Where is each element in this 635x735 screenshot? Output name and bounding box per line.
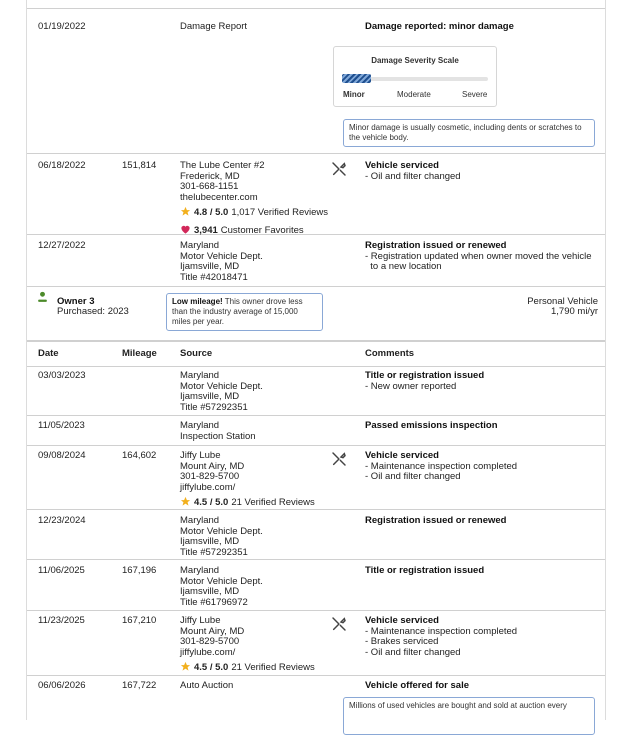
row-source <box>180 566 330 608</box>
comment-line: - New owner reported <box>365 380 457 392</box>
table-row <box>27 560 605 611</box>
source-phone: 301-829-5700 <box>180 471 240 482</box>
comment-line: - Registration updated when owner moved the vehicle <box>365 250 592 262</box>
owner-label: Owner 3 <box>57 296 95 307</box>
source-rating <box>180 206 330 221</box>
comment-line: - Maintenance inspection completed <box>365 625 518 637</box>
table-row <box>27 510 605 560</box>
row-date: 06/06/2026 <box>38 680 86 691</box>
damage-severity-scale <box>333 46 497 107</box>
row-mileage: 167,722 <box>122 680 157 691</box>
owner-purchased: Purchased: 2023 <box>57 306 129 317</box>
star-icon <box>180 661 191 676</box>
source-rating <box>180 496 330 511</box>
comment-title: Vehicle serviced <box>365 160 439 171</box>
source-name: The Lube Center #2 <box>180 160 265 171</box>
table-header <box>27 341 605 367</box>
source-line: Maryland <box>180 565 220 576</box>
row-date: 11/05/2023 <box>38 420 85 431</box>
row-comments <box>365 451 605 483</box>
history-card <box>26 0 606 720</box>
comment-line: - Oil and filter changed <box>365 170 461 182</box>
source-website[interactable]: thelubecenter.com <box>180 191 258 203</box>
comment-line: - Brakes serviced <box>365 636 439 647</box>
severity-label-severe: Severe <box>462 90 488 99</box>
row-mileage: 164,602 <box>122 450 157 461</box>
row-date: 03/03/2023 <box>38 370 86 381</box>
rating-reviews[interactable]: 21 Verified Reviews <box>231 662 315 673</box>
row-comments <box>365 241 605 273</box>
row-source: Damage Report <box>180 21 248 32</box>
row-source <box>180 241 330 283</box>
column-header-source[interactable]: Source <box>180 348 213 359</box>
table-row <box>27 366 605 416</box>
severity-label-moderate: Moderate <box>397 90 431 99</box>
comment-line: - Maintenance inspection completed <box>365 460 518 472</box>
comment-line: - Oil and filter changed <box>365 471 461 482</box>
damage-note: Minor damage is usually cosmetic, including dents or scratches to the vehicle body. <box>343 119 595 147</box>
rating-score: 4.5 / 5.0 <box>194 662 229 673</box>
row-date: 11/06/2025 <box>38 565 85 576</box>
comment-title: Vehicle offered for sale <box>365 680 470 691</box>
source-location: Frederick, MD <box>180 170 240 182</box>
severity-fill <box>342 74 371 83</box>
row-source <box>180 161 330 238</box>
row-comments <box>365 161 605 182</box>
source-name: Jiffy Lube <box>180 450 221 461</box>
row-comments <box>365 616 605 658</box>
source-line: Title #57292351 <box>180 546 248 558</box>
row-source <box>180 616 330 676</box>
history-row <box>27 235 605 287</box>
star-icon <box>180 206 191 221</box>
source-phone: 301-829-5700 <box>180 636 240 647</box>
favorites-count: 3,941 <box>194 224 218 236</box>
mileage-rate: 1,790 mi/yr <box>551 306 598 317</box>
comment-title: Registration issued or renewed <box>365 240 507 251</box>
source-location: Mount Airy, MD <box>180 460 245 472</box>
column-header-comments[interactable]: Comments <box>365 348 415 359</box>
row-mileage: 151,814 <box>122 160 157 171</box>
row-date: 09/08/2024 <box>38 450 86 461</box>
comment-title: Registration issued or renewed <box>365 515 507 526</box>
source-line: Motor Vehicle Dept. <box>180 575 263 587</box>
source-line: Ijamsville, MD <box>180 536 240 547</box>
owner-person-icon <box>37 291 48 308</box>
star-icon <box>180 496 191 511</box>
column-header-date[interactable]: Date <box>38 348 59 359</box>
row-source <box>180 371 330 413</box>
row-source: Auto Auction <box>180 680 234 691</box>
source-line: Ijamsville, MD <box>180 586 240 597</box>
callout-bold: Low mileage! <box>172 297 223 306</box>
rating-score: 4.5 / 5.0 <box>194 497 229 508</box>
history-row <box>27 9 605 154</box>
owner-header <box>27 287 605 341</box>
row-comment-title: Damage reported: minor damage <box>365 21 514 32</box>
low-mileage-callout <box>166 293 323 331</box>
history-row <box>27 154 605 235</box>
wrench-screwdriver-icon <box>331 451 347 471</box>
severity-label-minor: Minor <box>343 90 365 99</box>
row-source <box>180 421 330 442</box>
row-date: 06/18/2022 <box>38 160 86 171</box>
callout-text: This owner drove less than the industry average of 15,000 miles per year. <box>172 297 303 326</box>
source-line: Inspection Station <box>180 430 256 442</box>
row-mileage: 167,196 <box>122 565 157 576</box>
source-website[interactable]: jiffylube.com/ <box>180 646 236 658</box>
wrench-screwdriver-icon <box>331 161 347 181</box>
rating-score: 4.8 / 5.0 <box>194 207 229 218</box>
table-row <box>27 611 605 676</box>
row-date: 12/23/2024 <box>38 515 86 526</box>
source-line: Maryland <box>180 515 220 526</box>
source-line: Maryland <box>180 240 220 251</box>
rating-reviews[interactable]: 21 Verified Reviews <box>231 497 315 508</box>
comment-title: Vehicle serviced <box>365 615 439 626</box>
source-location: Mount Airy, MD <box>180 625 245 637</box>
source-rating <box>180 661 330 676</box>
source-line: Motor Vehicle Dept. <box>180 525 263 537</box>
row-date: 11/23/2025 <box>38 615 85 626</box>
column-header-mileage[interactable]: Mileage <box>122 348 157 359</box>
row-date: 12/27/2022 <box>38 240 86 251</box>
source-line: Title #61796972 <box>180 596 248 608</box>
source-line: Motor Vehicle Dept. <box>180 380 263 392</box>
source-line: Maryland <box>180 420 220 431</box>
source-line: Ijamsville, MD <box>180 391 240 402</box>
comment-title: Passed emissions inspection <box>365 420 498 431</box>
comment-line: to a new location <box>365 261 442 272</box>
row-comments <box>365 371 605 392</box>
source-name: Jiffy Lube <box>180 615 221 626</box>
source-line: Title #42018471 <box>180 271 248 283</box>
row-mileage: 167,210 <box>122 615 157 626</box>
row-date: 01/19/2022 <box>38 21 86 32</box>
comment-title: Vehicle serviced <box>365 450 439 461</box>
rating-reviews[interactable]: 1,017 Verified Reviews <box>231 207 328 218</box>
row-source <box>180 451 330 511</box>
auction-note: Millions of used vehicles are bought and sold at auction every <box>343 697 595 735</box>
favorites-label: Customer Favorites <box>220 224 304 236</box>
comment-title: Title or registration issued <box>365 370 485 381</box>
vehicle-type: Personal Vehicle <box>527 296 598 307</box>
card-top-border <box>27 0 605 9</box>
wrench-screwdriver-icon <box>331 616 347 636</box>
severity-scale-title: Damage Severity Scale <box>371 56 459 65</box>
source-website[interactable]: jiffylube.com/ <box>180 481 236 493</box>
source-line: Maryland <box>180 370 220 381</box>
table-row <box>27 446 605 510</box>
source-line: Title #57292351 <box>180 401 248 413</box>
comment-line: - Oil and filter changed <box>365 646 461 658</box>
table-row <box>27 416 605 446</box>
source-line: Motor Vehicle Dept. <box>180 250 263 262</box>
row-source <box>180 516 330 558</box>
comment-title: Title or registration issued <box>365 565 485 576</box>
source-line: Ijamsville, MD <box>180 261 240 272</box>
table-row <box>27 676 605 720</box>
source-phone: 301-668-1151 <box>180 181 239 192</box>
